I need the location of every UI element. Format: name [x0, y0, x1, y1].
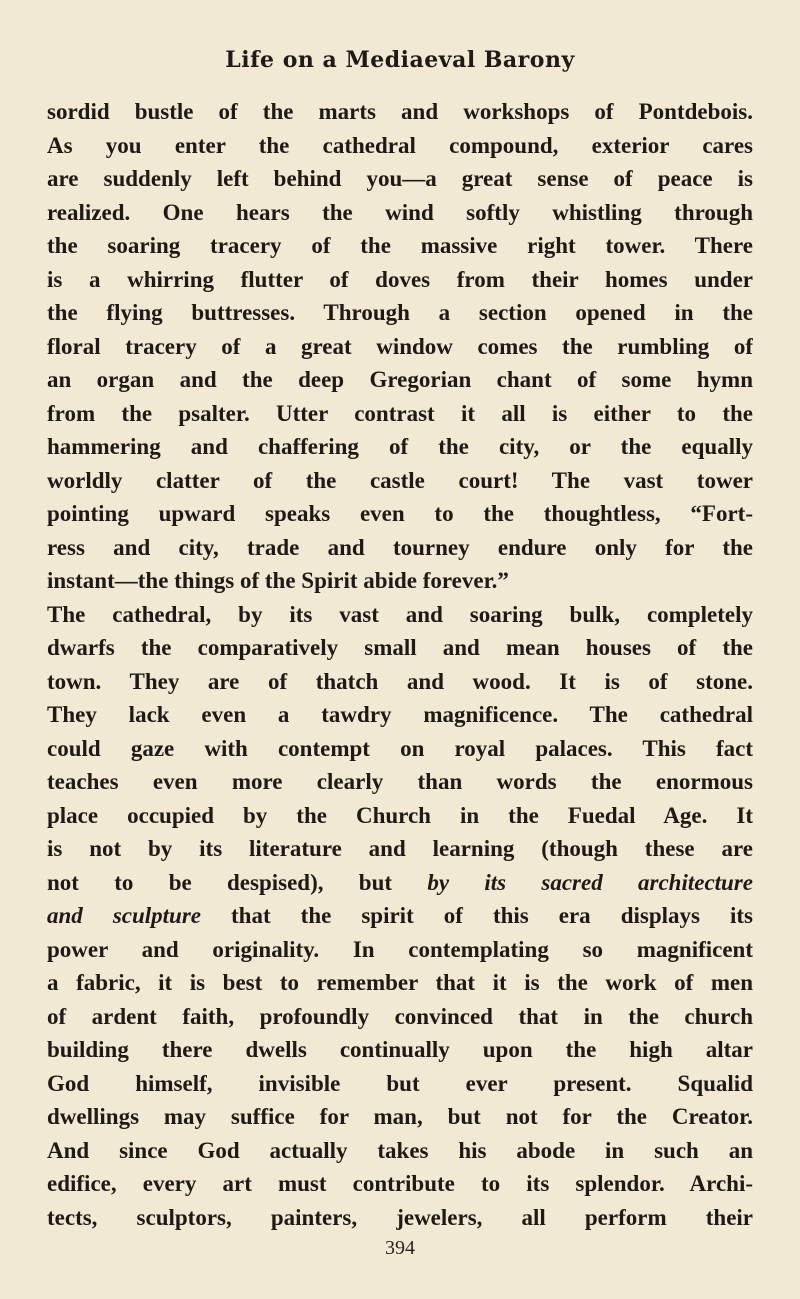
text-line: [47, 397, 753, 431]
text-line: [47, 1201, 753, 1235]
text-line: [47, 799, 753, 833]
text-segment: building there dwells continually upon the high altar: [47, 1037, 753, 1062]
text-line: [47, 229, 753, 263]
text-segment: They lack even a tawdry magnificence. The cathedral: [47, 702, 753, 727]
text-segment: instant—the things of the Spirit abide forever.”: [47, 568, 509, 593]
text-segment: that the spirit of this era displays its: [201, 903, 753, 928]
running-head: Life on a Mediaeval Barony: [225, 47, 575, 73]
text-line: [47, 564, 753, 598]
text-line: [47, 832, 753, 866]
text-line: [47, 296, 753, 330]
text-segment: an organ and the deep Gregorian chant of some hymn: [47, 367, 753, 392]
text-segment: the flying buttresses. Through a section opened in the: [47, 300, 753, 325]
text-line: [47, 899, 753, 933]
text-segment: God himself, invisible but ever present. Squalid: [47, 1070, 753, 1096]
text-line: [47, 196, 753, 230]
text-line: [47, 665, 753, 699]
page-number: 394: [385, 1237, 415, 1259]
text-segment: As you enter the cathedral compound, exterior cares: [47, 132, 753, 158]
text-segment: are suddenly left behind you—a great sense of peace is: [47, 166, 753, 191]
text-segment: floral tracery of a great window comes the rumbling of: [47, 333, 753, 359]
text-segment: And since God actually takes his abode in such an: [47, 1137, 753, 1163]
text-segment: hammering and chaffering of the city, or the equally: [47, 434, 753, 459]
text-segment: town. They are of thatch and wood. It is of stone.: [47, 668, 753, 694]
text-line: [47, 330, 753, 364]
text-line: [47, 1134, 753, 1168]
text-line: [47, 1033, 753, 1067]
text-line: [47, 263, 753, 297]
text-line: [47, 732, 753, 766]
text-segment: realized. One hears the wind softly whistling through: [47, 199, 753, 225]
text-segment: is not by its literature and learning (though these are: [47, 836, 753, 861]
text-line: [47, 1167, 753, 1201]
text-segment: dwellings may suffice for man, but not for the Creator.: [47, 1104, 753, 1129]
text-segment: the soaring tracery of the massive right tower. There: [47, 233, 753, 258]
text-line: [47, 95, 753, 129]
text-line: [47, 430, 753, 464]
text-segment: ress and city, trade and tourney endure only for the: [47, 534, 753, 560]
text-line: [47, 464, 753, 498]
text-line: [47, 866, 753, 900]
body-text: [47, 95, 753, 1234]
text-segment: tects, sculptors, painters, jewelers, all perform their: [47, 1204, 753, 1230]
text-segment: pointing upward speaks even to the thoughtless, “Fort-: [47, 501, 753, 526]
text-line: [47, 1000, 753, 1034]
text-line: [47, 531, 753, 565]
text-line: [47, 1067, 753, 1101]
text-line: [47, 129, 753, 163]
text-segment: of ardent faith, profoundly convinced that in the church: [47, 1003, 753, 1029]
text-line: [47, 631, 753, 665]
text-segment: The cathedral, by its vast and soaring bulk, completely: [47, 601, 753, 627]
text-segment: power and originality. In contemplating so magnificent: [47, 936, 753, 962]
text-segment: edifice, every art must contribute to its splendor. Archi-: [47, 1171, 753, 1196]
text-line: [47, 966, 753, 1000]
text-segment: place occupied by the Church in the Fuedal Age. It: [47, 802, 753, 828]
italic-text: and sculpture: [47, 903, 201, 928]
text-segment: is a whirring flutter of doves from their homes under: [47, 266, 753, 292]
text-segment: a fabric, it is best to remember that it is the work of men: [47, 970, 753, 995]
text-segment: teaches even more clearly than words the enormous: [47, 769, 753, 794]
text-line: [47, 1100, 753, 1134]
text-line: [47, 162, 753, 196]
text-segment: worldly clatter of the castle court! The vast tower: [47, 467, 753, 493]
text-line: [47, 497, 753, 531]
text-line: [47, 698, 753, 732]
text-segment: from the psalter. Utter contrast it all is either to the: [47, 400, 753, 426]
text-line: [47, 933, 753, 967]
text-segment: sordid bustle of the marts and workshops of Pontdebois.: [47, 99, 753, 124]
text-line: [47, 598, 753, 632]
text-segment: could gaze with contempt on royal palaces. This fact: [47, 735, 753, 761]
text-segment: dwarfs the comparatively small and mean houses of the: [47, 635, 753, 660]
text-line: [47, 363, 753, 397]
italic-text: by its sacred architecture: [427, 869, 753, 895]
text-segment: not to be despised), but: [47, 869, 428, 895]
text-line: [47, 765, 753, 799]
